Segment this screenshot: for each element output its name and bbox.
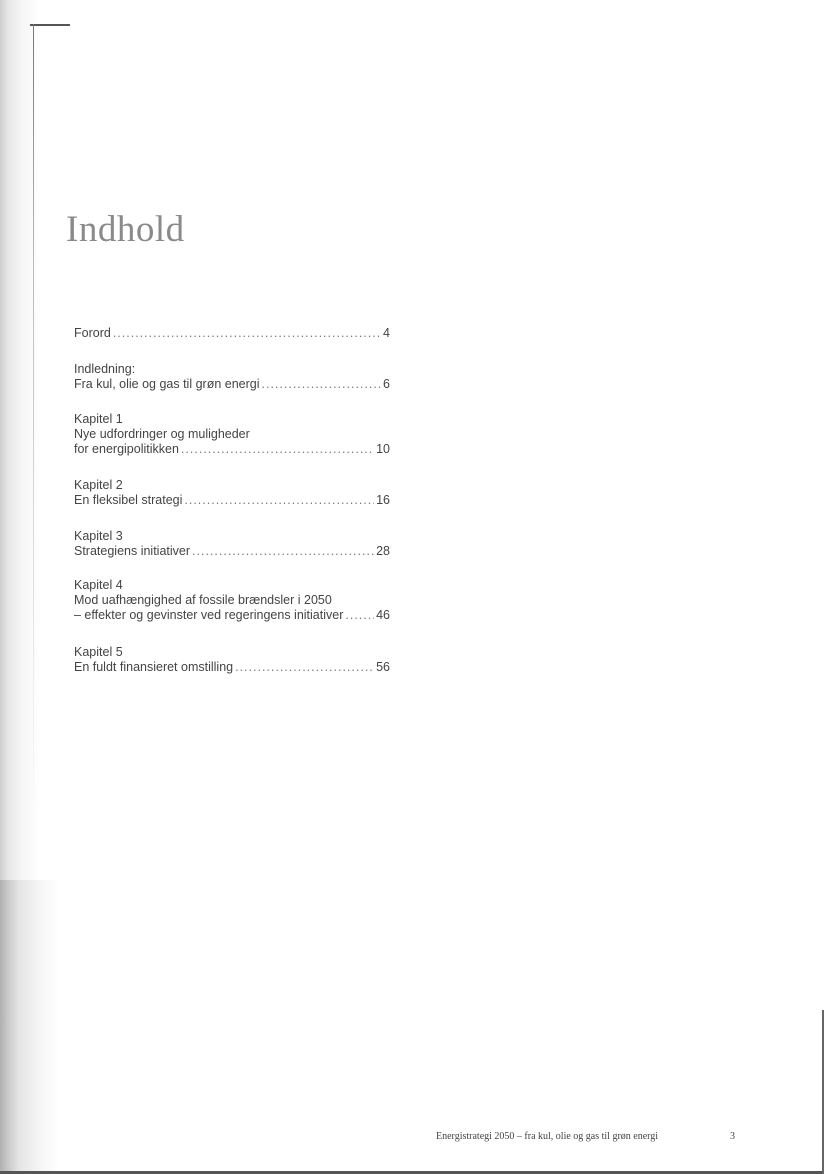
toc-entry-line [74, 608, 390, 623]
toc-entry-title: Fra kul, olie og gas til grøn energi [74, 377, 260, 391]
toc-entry-forord [74, 326, 390, 341]
toc-entry-chapter: Kapitel 1 [74, 412, 123, 426]
toc-entry-chapter: Kapitel 3 [74, 529, 123, 543]
toc-dot-leader [262, 377, 382, 392]
toc-entry-line [74, 660, 390, 675]
toc-entry-indledning [74, 362, 390, 392]
toc-page-number: 16 [376, 493, 390, 507]
toc-page-number: 6 [383, 377, 390, 391]
toc-entry-title: – effekter og gevinster ved regeringens initiativer [74, 608, 344, 622]
toc-entry-heading: Indledning: [74, 362, 136, 376]
toc-dot-leader [192, 544, 374, 559]
toc-entry-kapitel-4 [74, 578, 390, 623]
toc-entry-chapter: Kapitel 2 [74, 478, 123, 492]
toc-entry-kapitel-2 [74, 478, 390, 508]
toc-entry-kapitel-1 [74, 412, 390, 457]
toc-page-number: 10 [376, 442, 390, 456]
running-footer: Energistrategi 2050 – fra kul, olie og gas til grøn energi [436, 1131, 659, 1142]
toc-entry-title: Strategiens initiativer [74, 544, 191, 558]
toc-entry-line [74, 544, 390, 559]
toc-page-number: 56 [376, 660, 390, 674]
toc-dot-leader [235, 660, 374, 675]
toc-entry-line [74, 326, 390, 341]
toc-page-number: 4 [383, 326, 390, 340]
scan-shadow-bottom-left [0, 880, 60, 1174]
toc-dot-leader [181, 442, 374, 457]
toc-entry-title: Forord [74, 326, 111, 340]
toc-dot-leader [345, 608, 374, 623]
crop-mark-horizontal [30, 24, 70, 26]
toc-page-number: 46 [376, 608, 390, 622]
toc-entry-title: En fleksibel strategi [74, 493, 183, 507]
toc-entry-kapitel-3 [74, 529, 390, 559]
toc-entry-line [74, 493, 390, 508]
crop-mark-vertical [33, 24, 34, 824]
toc-entry-chapter: Kapitel 4 [74, 578, 123, 592]
page-title: Indhold [66, 209, 185, 250]
toc-dot-leader [113, 326, 381, 341]
toc-entry-chapter: Kapitel 5 [74, 645, 123, 659]
toc-entry-subtitle: Mod uafhængighed af fossile brændsler i 2050 [74, 593, 332, 607]
toc-entry-line [74, 442, 390, 457]
page-number: 3 [730, 1131, 735, 1142]
toc-page-number: 28 [376, 544, 390, 558]
toc-entry-title: En fuldt finansieret omstilling [74, 660, 234, 674]
toc-entry-title: for energipolitikken [74, 442, 179, 456]
toc-entry-kapitel-5 [74, 645, 390, 675]
toc-dot-leader [184, 493, 374, 508]
toc-entry-line [74, 377, 390, 392]
toc-entry-subtitle: Nye udfordringer og muligheder [74, 427, 250, 441]
